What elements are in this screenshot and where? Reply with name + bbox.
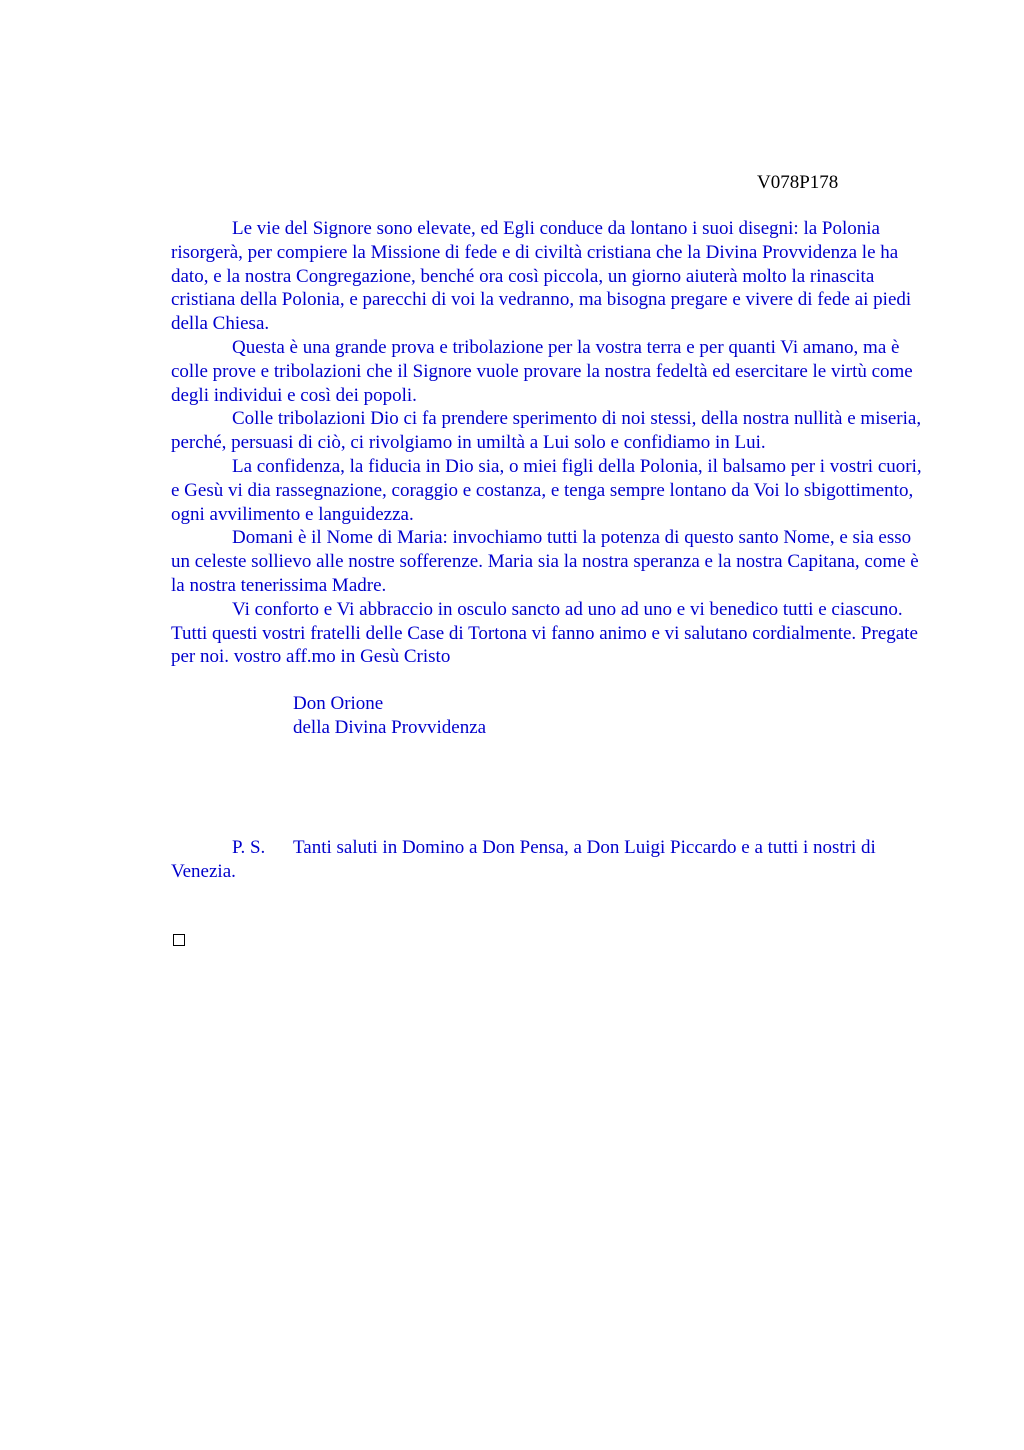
signature-block (293, 692, 486, 740)
paragraph: Colle tribolazioni Dio ci fa prendere sperimento di noi stessi, della nostra nullità e miseria, perché, persuasi di ciò, ci rivolgiamo in umiltà a Lui solo e confidiamo in Lui. (171, 408, 922, 454)
postscript (171, 836, 923, 884)
paragraph: Domani è il Nome di Maria: invochiamo tutti la potenza di questo santo Nome, e sia esso un celeste sollievo alle nostre sofferenze. Maria sia la nostra speranza e la nostra Capitana, come è la nostra tenerissima Madre. (171, 527, 919, 596)
letter-body (171, 217, 923, 669)
signature-name: Don Orione (293, 693, 384, 714)
square-outline-icon (173, 934, 185, 946)
postscript-text: Tanti saluti in Domino a Don Pensa, a Don Luigi Piccardo e a tutti i nostri di Venezia. (171, 837, 876, 882)
postscript-label: P. S. (232, 837, 266, 858)
paragraph: Questa è una grande prova e tribolazione per la vostra terra e per quanti Vi amano, ma è colle prove e tribolazioni che il Signore vuole provare la nostra fedeltà ed esercitare le virtù come degli individui e così dei popoli. (171, 336, 913, 406)
paragraph: Vi conforto e Vi abbraccio in osculo sancto ad uno ad uno e vi benedico tutti e ciascuno. Tutti questi vostri fratelli delle Case di Tortona vi fanno animo e vi salutano cordialmente. Pregate per noi. vostro aff.mo in Gesù Cristo (171, 598, 918, 668)
paragraph: Le vie del Signore sono elevate, ed Egli conduce da lontano i suoi disegni: la Polonia risorgerà, per compiere la Missione di fede e di civiltà cristiana che la Divina Provvidenza le ha dato, e la nostra Congregazione, benché ora così piccola, un giorno aiuterà molto la rinascita cristiana della Polonia, e parecchi di voi la vedranno, ma bisogna pregare e vivere di fede ai piedi della Chiesa. (171, 218, 912, 335)
signature-title: della Divina Provvidenza (293, 716, 487, 738)
page-reference: V078P178 (757, 172, 839, 193)
paragraph: La confidenza, la fiducia in Dio sia, o miei figli della Polonia, il balsamo per i vostri cuori, e Gesù vi dia rassegnazione, coraggio e costanza, e tenga sempre lontano da Voi lo sbigottimento, ogni avvilimento e languidezza. (171, 455, 922, 525)
